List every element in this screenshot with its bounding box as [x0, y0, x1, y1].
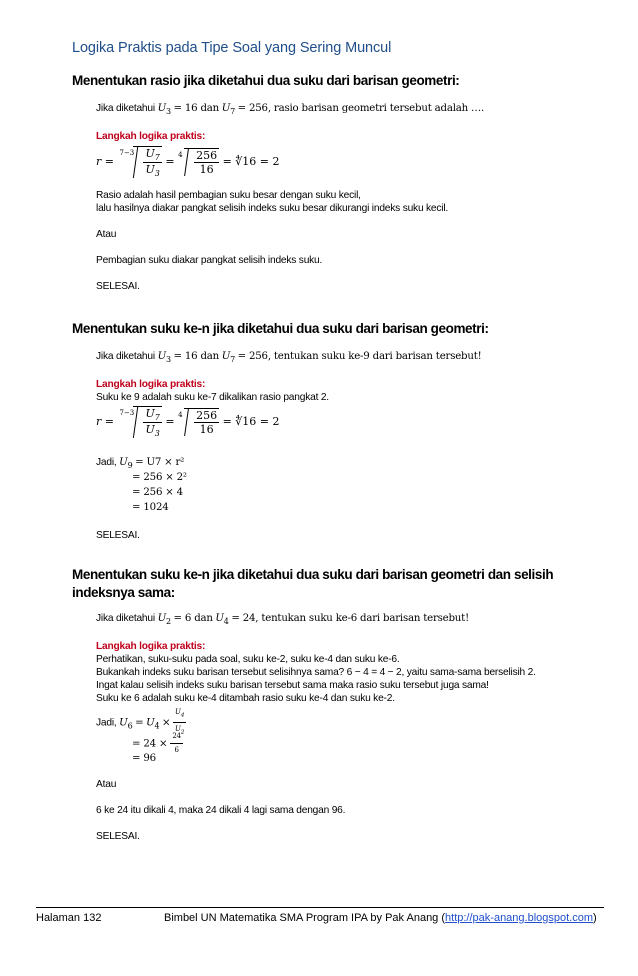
s2-jadi: Jadi, $U_9 = U7 \times r^2$	[96, 457, 185, 471]
s1-formula: r = 7−3 $\frac{U_7}{U_3}$ = 4 $\frac{256}{16}$ = ∜16 = 2	[96, 147, 280, 179]
s3-line3: = 96	[132, 753, 156, 764]
s2-selesai: SELESAI.	[96, 530, 140, 541]
footer-link[interactable]: http://pak-anang.blogspot.com	[445, 912, 594, 924]
s1-selesai: SELESAI.	[96, 281, 140, 292]
s1-para3: Pembagian suku diakar pangkat selisih indeks suku.	[96, 255, 323, 266]
s2-langkah: Langkah logika praktis:	[96, 379, 206, 390]
footer-page-number: Halaman 132	[36, 912, 102, 924]
s2-formula: r = 7−3 $\frac{U_7}{U_3}$ = 4 $\frac{256}{16}$ = ∜16 = 2	[96, 407, 280, 439]
s3-selesai: SELESAI.	[96, 831, 140, 842]
section2-title: Menentukan suku ke-n jika diketahui dua suku dari barisan geometri:	[72, 321, 489, 336]
s3-atau: Atau	[96, 779, 117, 790]
page-header: Logika Praktis pada Tipe Soal yang Sering Muncul	[72, 40, 392, 56]
s2-line4: = 1024	[132, 502, 169, 513]
s1-para2: lalu hasilnya diakar pangkat selisih indeks suku besar dikurangi indeks suku kecil.	[96, 203, 449, 214]
s3-jadi: Jadi, $U_6 = U_4$ × $\frac{U_4}{U_2}$	[96, 708, 185, 736]
s3-line2: = 24 × $\frac{24}{6}$	[132, 732, 181, 754]
section1-title: Menentukan rasio jika diketahui dua suku dari barisan geometri:	[72, 73, 460, 88]
footer-credit: Bimbel UN Matematika SMA Program IPA by Pak Anang (http://pak-anang.blogspot.com)	[164, 912, 597, 924]
s3-para3: Ingat kalau selisih indeks suku barisan tersebut sama maka rasio suku tersebut juga sama!	[96, 680, 489, 691]
s1-para1: Rasio adalah hasil pembagian suku besar dengan suku kecil,	[96, 190, 361, 201]
s3-langkah: Langkah logika praktis:	[96, 641, 206, 652]
s3-para2: Bukankah indeks suku barisan tersebut selisihnya sama? 6 − 4 = 4 − 2, yaitu sama-sama berselisih 2.	[96, 667, 536, 678]
s1-question: Jika diketahui $U_3 = 16$ dan $U_7 = 256$, rasio barisan geometri tersebut adalah ….	[96, 103, 485, 117]
footer-rule	[36, 907, 604, 908]
s3-question: Jika diketahui $U_2 = 6$ dan $U_4 = 24$, tentukan suku ke-6 dari barisan tersebut!	[96, 613, 469, 627]
s2-para1: Suku ke 9 adalah suku ke-7 dikalikan rasio pangkat 2.	[96, 392, 329, 403]
section3-title-1: Menentukan suku ke-n jika diketahui dua suku dari barisan geometri dan selisih	[72, 567, 554, 582]
s2-line2: = 256 × 2²	[132, 472, 187, 483]
s3-para1: Perhatikan, suku-suku pada soal, suku ke-2, suku ke-4 dan suku ke-6.	[96, 654, 400, 665]
s1-langkah: Langkah logika praktis:	[96, 131, 206, 142]
s2-question: Jika diketahui $U_3 = 16$ dan $U_7 = 256$, tentukan suku ke-9 dari barisan tersebut!	[96, 351, 482, 365]
s3-para4: Suku ke 6 adalah suku ke-4 ditambah rasio suku ke-4 dan suku ke-2.	[96, 693, 395, 704]
s2-line3: = 256 × 4	[132, 487, 183, 498]
s3-para5: 6 ke 24 itu dikali 4, maka 24 dikali 4 lagi sama dengan 96.	[96, 805, 346, 816]
section3-title-2: indeksnya sama:	[72, 585, 175, 600]
s1-atau: Atau	[96, 229, 117, 240]
